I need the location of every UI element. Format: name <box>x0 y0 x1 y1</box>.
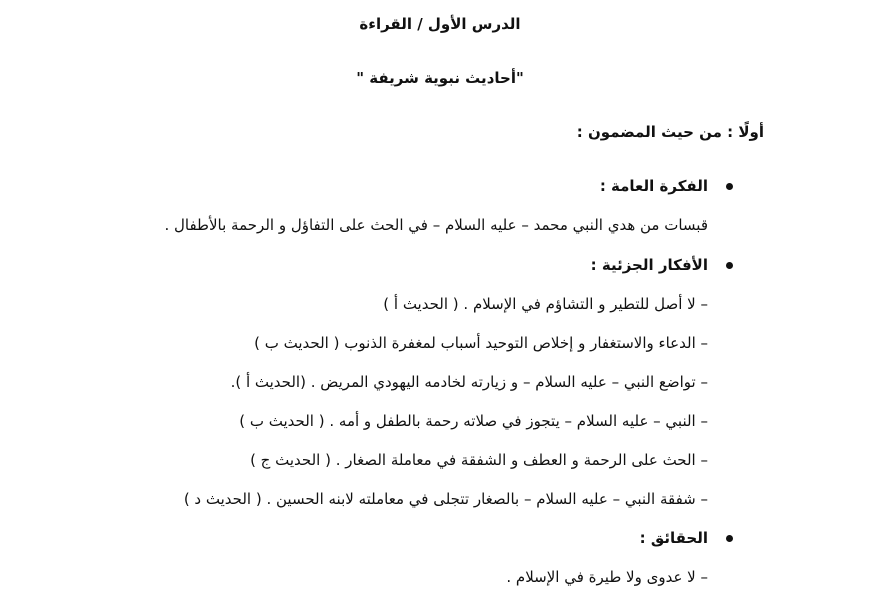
bullet-icon <box>726 183 733 190</box>
section-heading: أولًا : من حيث المضمون : <box>576 123 764 141</box>
partial-idea-item: – الحث على الرحمة و العطف و الشفقة في معاملة الصغار . ( الحديث ج ) <box>250 451 708 469</box>
general-idea-heading: الفكرة العامة : <box>599 177 708 195</box>
partial-idea-item: – تواضع النبي – عليه السلام – و زيارته لخادمه اليهودي المريض . (الحديث أ ). <box>230 373 708 391</box>
facts-heading: الحقائق : <box>639 529 708 547</box>
partial-idea-item: – النبي – عليه السلام – يتجوز في صلاته رحمة بالطفل و أمه . ( الحديث ب ) <box>239 412 708 430</box>
partial-idea-item: – شفقة النبي – عليه السلام – بالصغار تتجلى في معاملته لابنه الحسين . ( الحديث د ) <box>183 490 708 508</box>
text-title: "أحاديث نبوية شريفة " <box>356 69 524 87</box>
partial-ideas-heading: الأفكار الجزئية : <box>590 256 708 274</box>
fact-item: – لا عدوى ولا طيرة في الإسلام . <box>506 568 708 586</box>
bullet-icon <box>726 262 733 269</box>
lesson-title: الدرس الأول / القراءة <box>359 15 521 33</box>
general-idea-text: قبسات من هدي النبي محمد – عليه السلام – في الحث على التفاؤل و الرحمة بالأطفال . <box>164 216 708 234</box>
bullet-icon <box>726 535 733 542</box>
partial-idea-item: – الدعاء والاستغفار و إخلاص التوحيد أسباب لمغفرة الذنوب ( الحديث ب ) <box>254 334 708 352</box>
partial-idea-item: – لا أصل للتطير و التشاؤم في الإسلام . ( الحديث أ ) <box>383 295 708 313</box>
